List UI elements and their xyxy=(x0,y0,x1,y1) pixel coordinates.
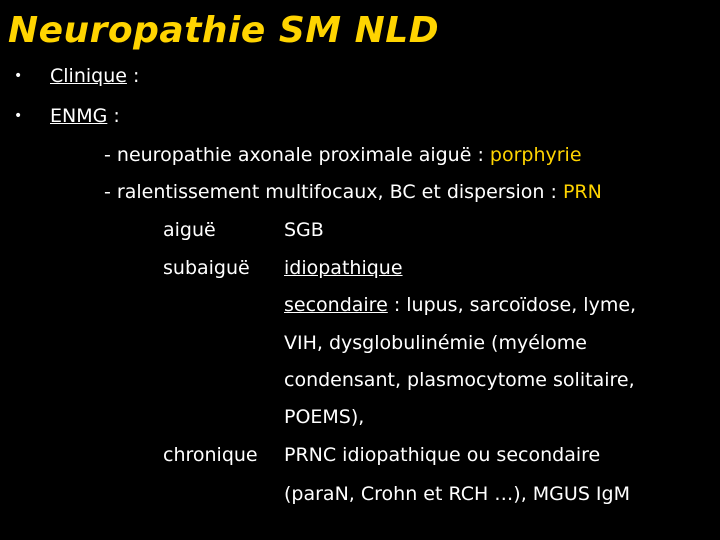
secondaire-rest: : lupus, sarcoïdose, lyme, xyxy=(387,294,637,316)
value-sgb: SGB xyxy=(284,219,324,241)
line-poems: POEMS), xyxy=(284,406,365,428)
highlight-prn: PRN xyxy=(562,181,602,203)
label-chronique: chronique xyxy=(163,444,258,466)
bullet-dot: • xyxy=(14,108,23,124)
bullet-suffix: : xyxy=(126,65,140,87)
line-neuropathie-axonale xyxy=(104,143,582,167)
line-vih: VIH, dysglobulinémie (myélome xyxy=(284,332,587,354)
highlight-porphyrie: porphyrie xyxy=(489,144,582,166)
line-secondaire xyxy=(284,293,636,317)
bullet-enmg xyxy=(50,104,120,128)
label-subaigue: subaiguë xyxy=(163,257,250,279)
line-condensant: condensant, plasmocytome solitaire, xyxy=(284,369,635,391)
label-secondaire: secondaire xyxy=(284,294,388,316)
label-aigue: aiguë xyxy=(163,219,216,241)
line-text: - ralentissement multifocaux, BC et dispersion : xyxy=(104,181,563,203)
page-title: Neuropathie SM NLD xyxy=(8,10,440,51)
line-ralentissement xyxy=(104,180,602,204)
bullet-label: Clinique xyxy=(50,65,127,87)
line-paran: (paraN, Crohn et RCH …), MGUS IgM xyxy=(284,483,630,505)
bullet-suffix: : xyxy=(107,105,120,127)
line-text: - neuropathie axonale proximale aiguë : xyxy=(104,144,490,166)
value-prnc: PRNC idiopathique ou secondaire xyxy=(284,444,601,466)
bullet-label: ENMG xyxy=(50,105,108,127)
bullet-dot: • xyxy=(14,68,23,84)
value-idiopathique: idiopathique xyxy=(284,257,403,279)
bullet-clinique xyxy=(50,64,139,88)
